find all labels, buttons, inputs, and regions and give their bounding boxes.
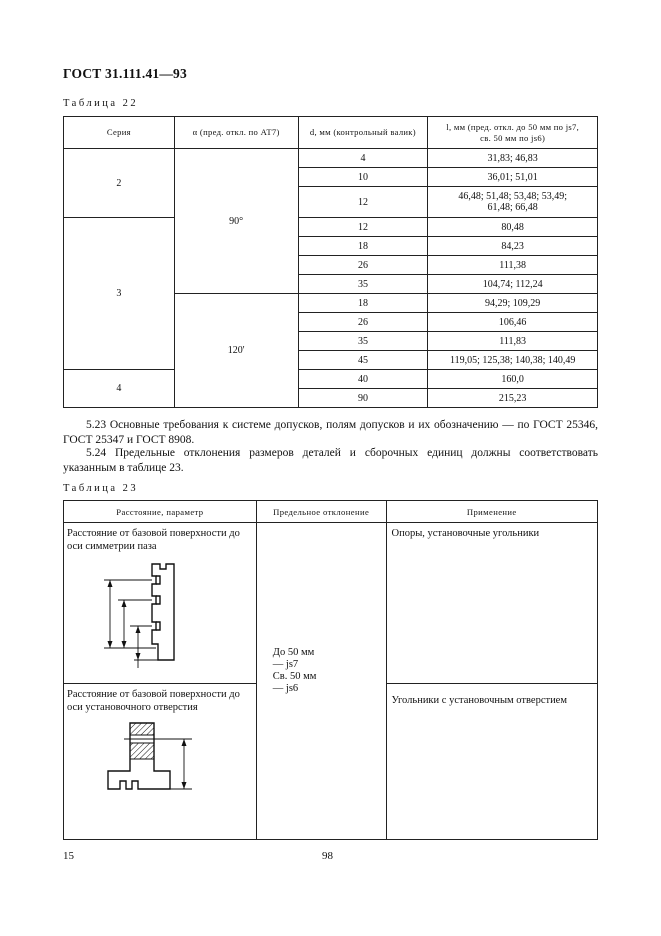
footer-left-number: 15 — [63, 850, 74, 862]
table-22 — [63, 116, 598, 408]
deviation-line: — js7 — [272, 659, 299, 670]
header-l-line: св. 50 мм по js6) — [480, 132, 546, 143]
d-cell: 40 — [298, 370, 428, 389]
header-series: Серия — [64, 117, 175, 149]
l-cell: 215,23 — [428, 389, 598, 408]
deviation-line: До 50 мм — [272, 647, 315, 658]
header-distance: Расстояние, параметр — [64, 501, 257, 523]
header-deviation: Предельное отклонение — [256, 501, 386, 523]
header-l — [428, 117, 598, 149]
l-cell: 84,23 — [428, 237, 598, 256]
deviation-line: Св. 50 мм — [272, 671, 317, 682]
distance-cell — [64, 523, 257, 684]
hole-diagram-icon — [100, 719, 200, 799]
application-cell — [386, 684, 598, 840]
l-cell: 31,83; 46,83 — [428, 149, 598, 168]
d-cell: 45 — [298, 351, 428, 370]
distance-text: Расстояние от базовой поверхности до оси симметрии паза — [67, 528, 240, 552]
deviation-text — [257, 647, 386, 695]
distance-cell — [64, 684, 257, 840]
application-cell — [386, 523, 598, 684]
series-cell: 4 — [64, 370, 175, 408]
d-cell: 90 — [298, 389, 428, 408]
d-cell: 26 — [298, 256, 428, 275]
page-number: 98 — [322, 850, 333, 862]
series-cell: 3 — [64, 218, 175, 370]
table-22-caption: Таблица 22 — [63, 98, 139, 109]
l-cell: 94,29; 109,29 — [428, 294, 598, 313]
header-l-line: l, мм (пред. откл. до 50 мм по js7, — [446, 121, 580, 132]
d-cell: 26 — [298, 313, 428, 332]
angle-cell: 90° — [174, 149, 298, 294]
d-cell: 35 — [298, 275, 428, 294]
deviation-cell — [256, 523, 386, 840]
l-cell: 36,01; 51,01 — [428, 168, 598, 187]
d-cell: 18 — [298, 237, 428, 256]
l-line: 46,48; 51,48; 53,48; 53,49; — [458, 191, 567, 202]
deviation-line: — js6 — [272, 683, 299, 694]
series-cell: 2 — [64, 149, 175, 218]
l-cell: 104,74; 112,24 — [428, 275, 598, 294]
table-23-caption: Таблица 23 — [63, 483, 139, 494]
d-cell: 4 — [298, 149, 428, 168]
d-cell: 35 — [298, 332, 428, 351]
l-cell: 111,38 — [428, 256, 598, 275]
header-alpha: α (пред. откл. по АТ7) — [174, 117, 298, 149]
angle-cell: 120' — [174, 294, 298, 408]
d-cell: 18 — [298, 294, 428, 313]
l-cell: 160,0 — [428, 370, 598, 389]
l-cell — [428, 187, 598, 218]
l-cell: 80,48 — [428, 218, 598, 237]
l-line: 61,48; 66,48 — [487, 202, 538, 213]
paragraph-5-24: 5.24 Предельные отклонения размеров деталей и сборочных единиц должны соответствовать указанным в таблице 23. — [63, 447, 598, 474]
table-23 — [63, 500, 598, 840]
l-cell: 111,83 — [428, 332, 598, 351]
l-cell: 119,05; 125,38; 140,38; 140,49 — [428, 351, 598, 370]
header-d: d, мм (контрольный валик) — [298, 117, 428, 149]
l-cell: 106,46 — [428, 313, 598, 332]
application-text: Опоры, установочные угольники — [391, 528, 540, 539]
distance-text: Расстояние от базовой поверхности до оси установочного отверстия — [67, 689, 240, 713]
header-application: Применение — [386, 501, 598, 523]
d-cell: 12 — [298, 218, 428, 237]
slot-diagram-icon — [100, 556, 200, 668]
application-text: Угольники с установочным отверстием — [391, 695, 567, 706]
paragraph-5-23: 5.23 Основные требования к системе допусков, полям допусков и их обозначению — по ГОСТ 25346, ГОСТ 25347 и ГОСТ 8908. — [63, 419, 598, 446]
document-title: ГОСТ 31.111.41—93 — [63, 66, 187, 81]
d-cell: 10 — [298, 168, 428, 187]
d-cell: 12 — [298, 187, 428, 218]
